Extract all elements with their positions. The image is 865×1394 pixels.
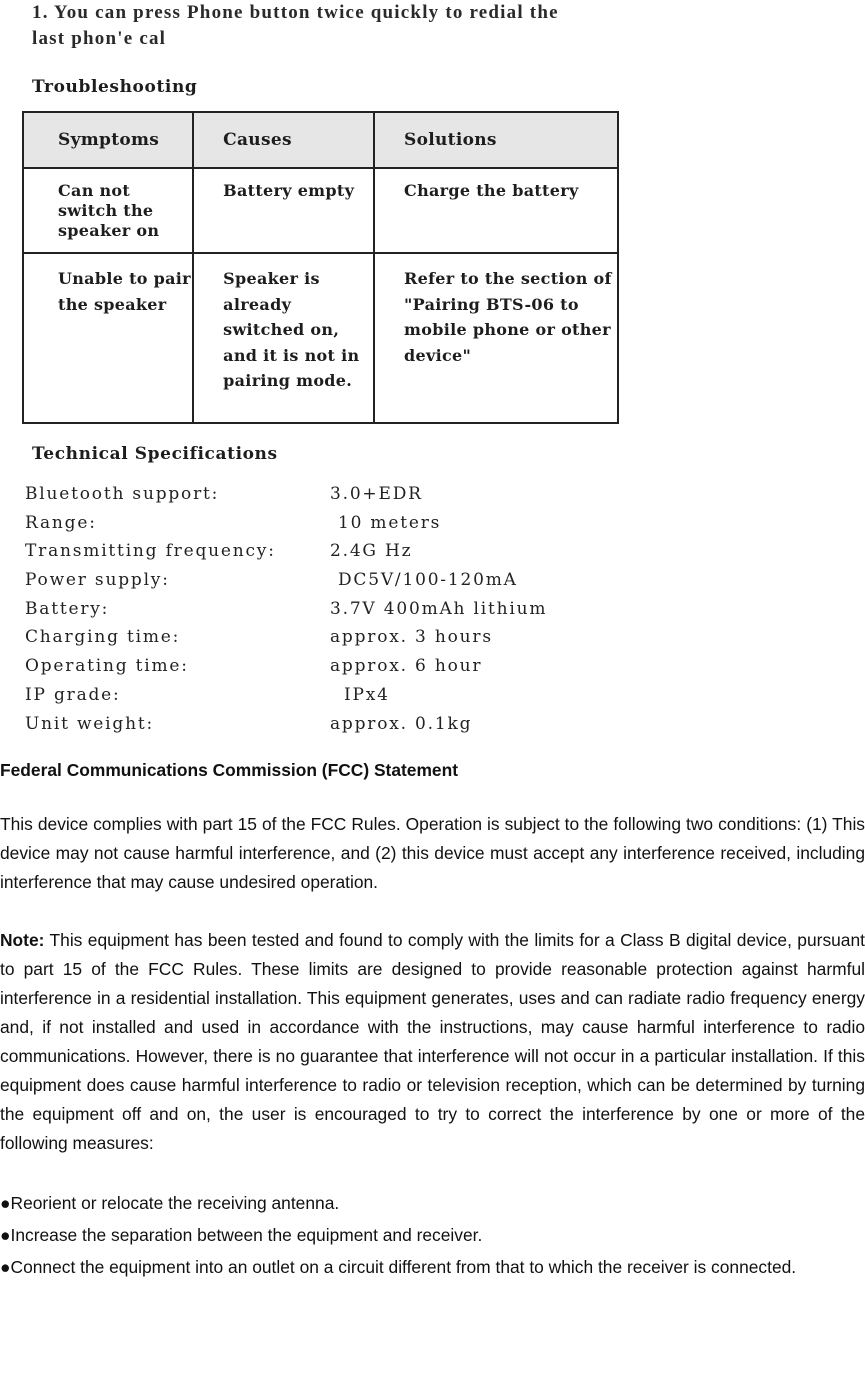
fcc-statement-section	[0, 757, 865, 1283]
list-item	[0, 1219, 865, 1251]
spec-label: Operating time:	[25, 656, 189, 677]
spec-row	[25, 652, 605, 681]
spec-value: 3.0+EDR	[330, 484, 423, 504]
spec-row	[25, 566, 605, 595]
troubleshooting-heading: Troubleshooting	[32, 77, 198, 97]
solution-cell: Refer to the section of "Pairing BTS-06 to mobile phone or other device"	[374, 253, 618, 423]
symptom-cell: Can not switch the speaker on	[23, 168, 193, 253]
spec-value: approx. 3 hours	[330, 627, 493, 648]
cause-cell: Battery empty	[193, 168, 374, 253]
redial-tip: 1. You can press Phone button twice quickly to redial the last phon'e cal	[32, 2, 559, 49]
bullet-icon: ●	[0, 1193, 11, 1213]
fcc-title: Federal Communications Commission (FCC) Statement	[0, 760, 459, 780]
spec-row	[25, 681, 605, 710]
spec-row	[25, 710, 605, 739]
cause-cell: Speaker is already switched on, and it is not in pairing mode.	[193, 253, 374, 423]
list-item	[0, 1251, 865, 1283]
spec-label: Bluetooth support:	[25, 484, 220, 504]
spec-label: Unit weight:	[25, 713, 154, 734]
column-header-solutions: Solutions	[374, 112, 618, 168]
fcc-note-paragraph	[0, 926, 865, 1158]
spec-row	[25, 623, 605, 652]
tech-specs-heading: Technical Specifications	[32, 444, 278, 464]
table-row	[23, 168, 618, 253]
spec-value: DC5V/100-120mA	[338, 570, 518, 591]
symptom-cell: Unable to pair the speaker	[23, 253, 193, 423]
spec-value: 3.7V 400mAh lithium	[330, 598, 548, 619]
tech-specs-list	[25, 480, 605, 738]
measure-text: Connect the equipment into an outlet on a circuit different from that to which the receiver is connected.	[10, 1257, 797, 1277]
fcc-compliance-paragraph: This device complies with part 15 of the FCC Rules. Operation is subject to the following two conditions: (1) This device may not cause harmful interference, and (2) this device must accept any interference received, including interference that may cause undesired operation.	[0, 814, 865, 892]
spec-row	[25, 537, 605, 566]
note-text: This equipment has been tested and found to comply with the limits for a Class B digital device, pursuant to part 15 of the FCC Rules. These limits are designed to provide reasonable protection against harmful interference in a residential installation. This equipment generates, uses and can radiate radio frequency energy and, if not installed and used in accordance with the instructions, may cause harmful interference to radio communications. However, there is no guarantee that interference will not occur in a particular installation. If this equipment does cause harmful interference to radio or television reception, which can be determined by turning the equipment off and on, the user is encouraged to try to correct the interference by one or more of the following measures:	[0, 930, 865, 1153]
solution-cell: Charge the battery	[374, 168, 618, 253]
spec-label: Battery:	[25, 598, 110, 619]
spec-label: Power supply:	[25, 570, 170, 591]
spec-label: IP grade:	[25, 684, 121, 705]
spec-label: Charging time:	[25, 627, 181, 648]
column-header-causes: Causes	[193, 112, 374, 168]
spec-value: approx. 0.1kg	[330, 713, 473, 734]
bullet-icon: ●	[0, 1257, 11, 1277]
interference-measures-list	[0, 1187, 865, 1283]
spec-value: approx. 6 hour	[330, 656, 483, 677]
spec-value: 10 meters	[338, 512, 442, 533]
spec-label: Range:	[25, 512, 97, 533]
table-row	[23, 253, 618, 423]
spec-value: 2.4G Hz	[330, 541, 413, 562]
troubleshooting-table	[22, 111, 619, 424]
column-header-symptoms: Symptoms	[23, 112, 193, 168]
bullet-icon: ●	[0, 1225, 11, 1245]
table-header-row	[23, 112, 618, 168]
spec-row	[25, 480, 605, 509]
spec-label: Transmitting frequency:	[25, 541, 276, 562]
spec-row	[25, 509, 605, 538]
spec-value: IPx4	[344, 684, 390, 705]
note-label: Note:	[0, 930, 45, 950]
list-item	[0, 1187, 865, 1219]
measure-text: Increase the separation between the equipment and receiver.	[10, 1225, 483, 1245]
spec-row	[25, 595, 605, 624]
measure-text: Reorient or relocate the receiving antenna.	[10, 1193, 340, 1213]
